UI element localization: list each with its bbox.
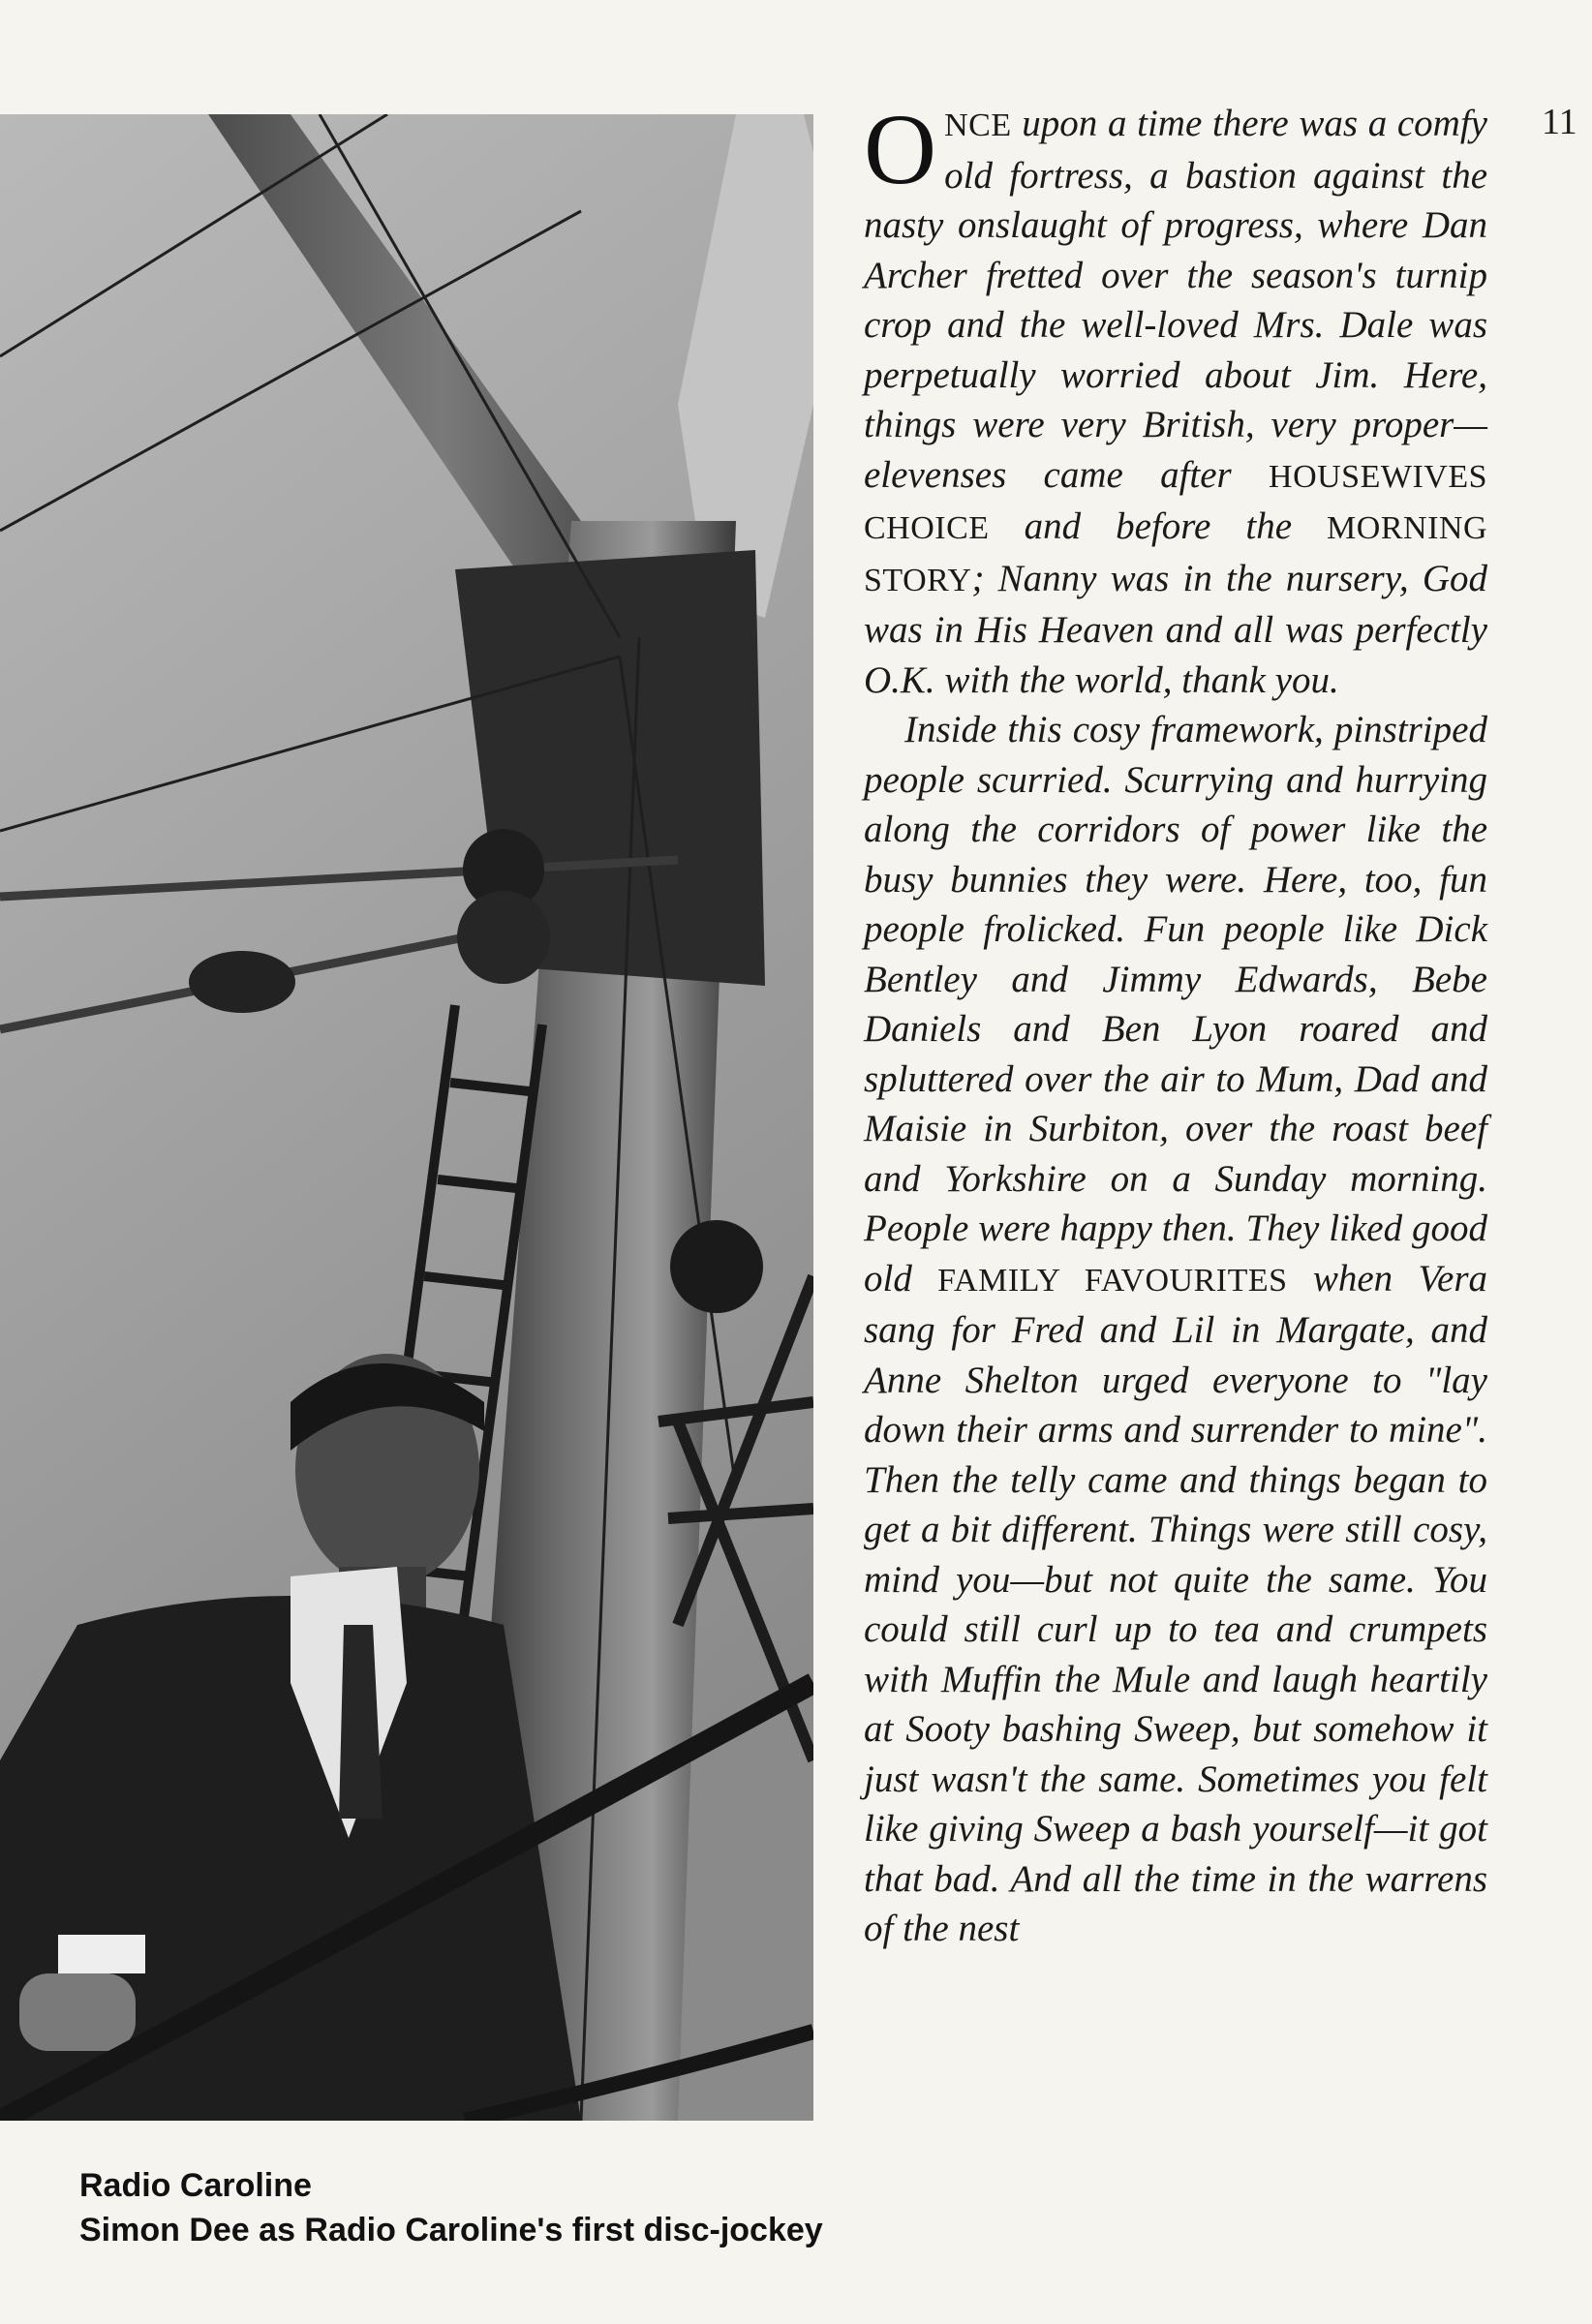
insulator [189, 951, 295, 1013]
mast-photograph [0, 114, 813, 2121]
caption-title: Radio Caroline [79, 2167, 312, 2204]
paragraph-1-text-b: and before the [989, 505, 1328, 547]
paragraph-2 [864, 705, 1487, 1954]
programme-housewives-choice: HOUSEWIVES CHOICE [864, 458, 1487, 546]
caption-subtitle: Simon Dee as Radio Caroline's first disc-jockey [79, 2212, 823, 2248]
paragraph-1-text-c: ; Nanny was in the nursery, God was in His Heaven and all was perfectly O.K. with the world, thank you. [864, 557, 1487, 701]
block-pulley [670, 1220, 763, 1313]
paragraph-1 [864, 94, 1487, 705]
article-text [864, 94, 1487, 1954]
programme-morning-story: MORNING STORY [864, 510, 1487, 598]
paragraph-1-text-a: upon a time there was a comfy old fortress, a bastion against the nasty onslaught of progress, where Dan Archer fretted over the season's turnip crop and the well-loved Mrs. Dale was perpetually worried about Jim. Here, things were very British, very proper—elevenses came after [864, 103, 1487, 496]
drop-cap: O [864, 94, 937, 205]
programme-family-favourites: FAMILY FAVOURITES [937, 1262, 1288, 1299]
pulley [457, 891, 550, 984]
paragraph-2-text-a: Inside this cosy framework, pinstriped people scurried. Scurrying and hurrying along the corridors of power like the busy bunnies they were. Here, too, fun people frolicked. Fun people like Dick Bentley and Jimmy Edwards, Bebe Daniels and Ben Lyon roared and spluttered over the air to Mum, Dad and Maisie in Surbiton, over the roast beef and Yorkshire on a Sunday morning. People were happy then. They liked good old [864, 709, 1487, 1300]
page-number: 11 [1542, 102, 1577, 142]
photo-caption [79, 2163, 951, 2252]
lead-smallcaps: NCE [944, 107, 1012, 143]
paragraph-2-text-b: when Vera sang for Fred and Lil in Margate, and Anne Shelton urged everyone to "lay down their arms and surrender to mine". Then the telly came and things began to get a bit different. Things were still cosy, mind you—but not quite the same. You could still curl up to tea and crumpets with Muffin the Mule and laugh heartily at Sooty bashing Sweep, but somehow it just wasn't the same. Sometimes you felt like giving Sweep a bash yourself—it got that bad. And all the time in the warrens of the nest [864, 1257, 1487, 1949]
